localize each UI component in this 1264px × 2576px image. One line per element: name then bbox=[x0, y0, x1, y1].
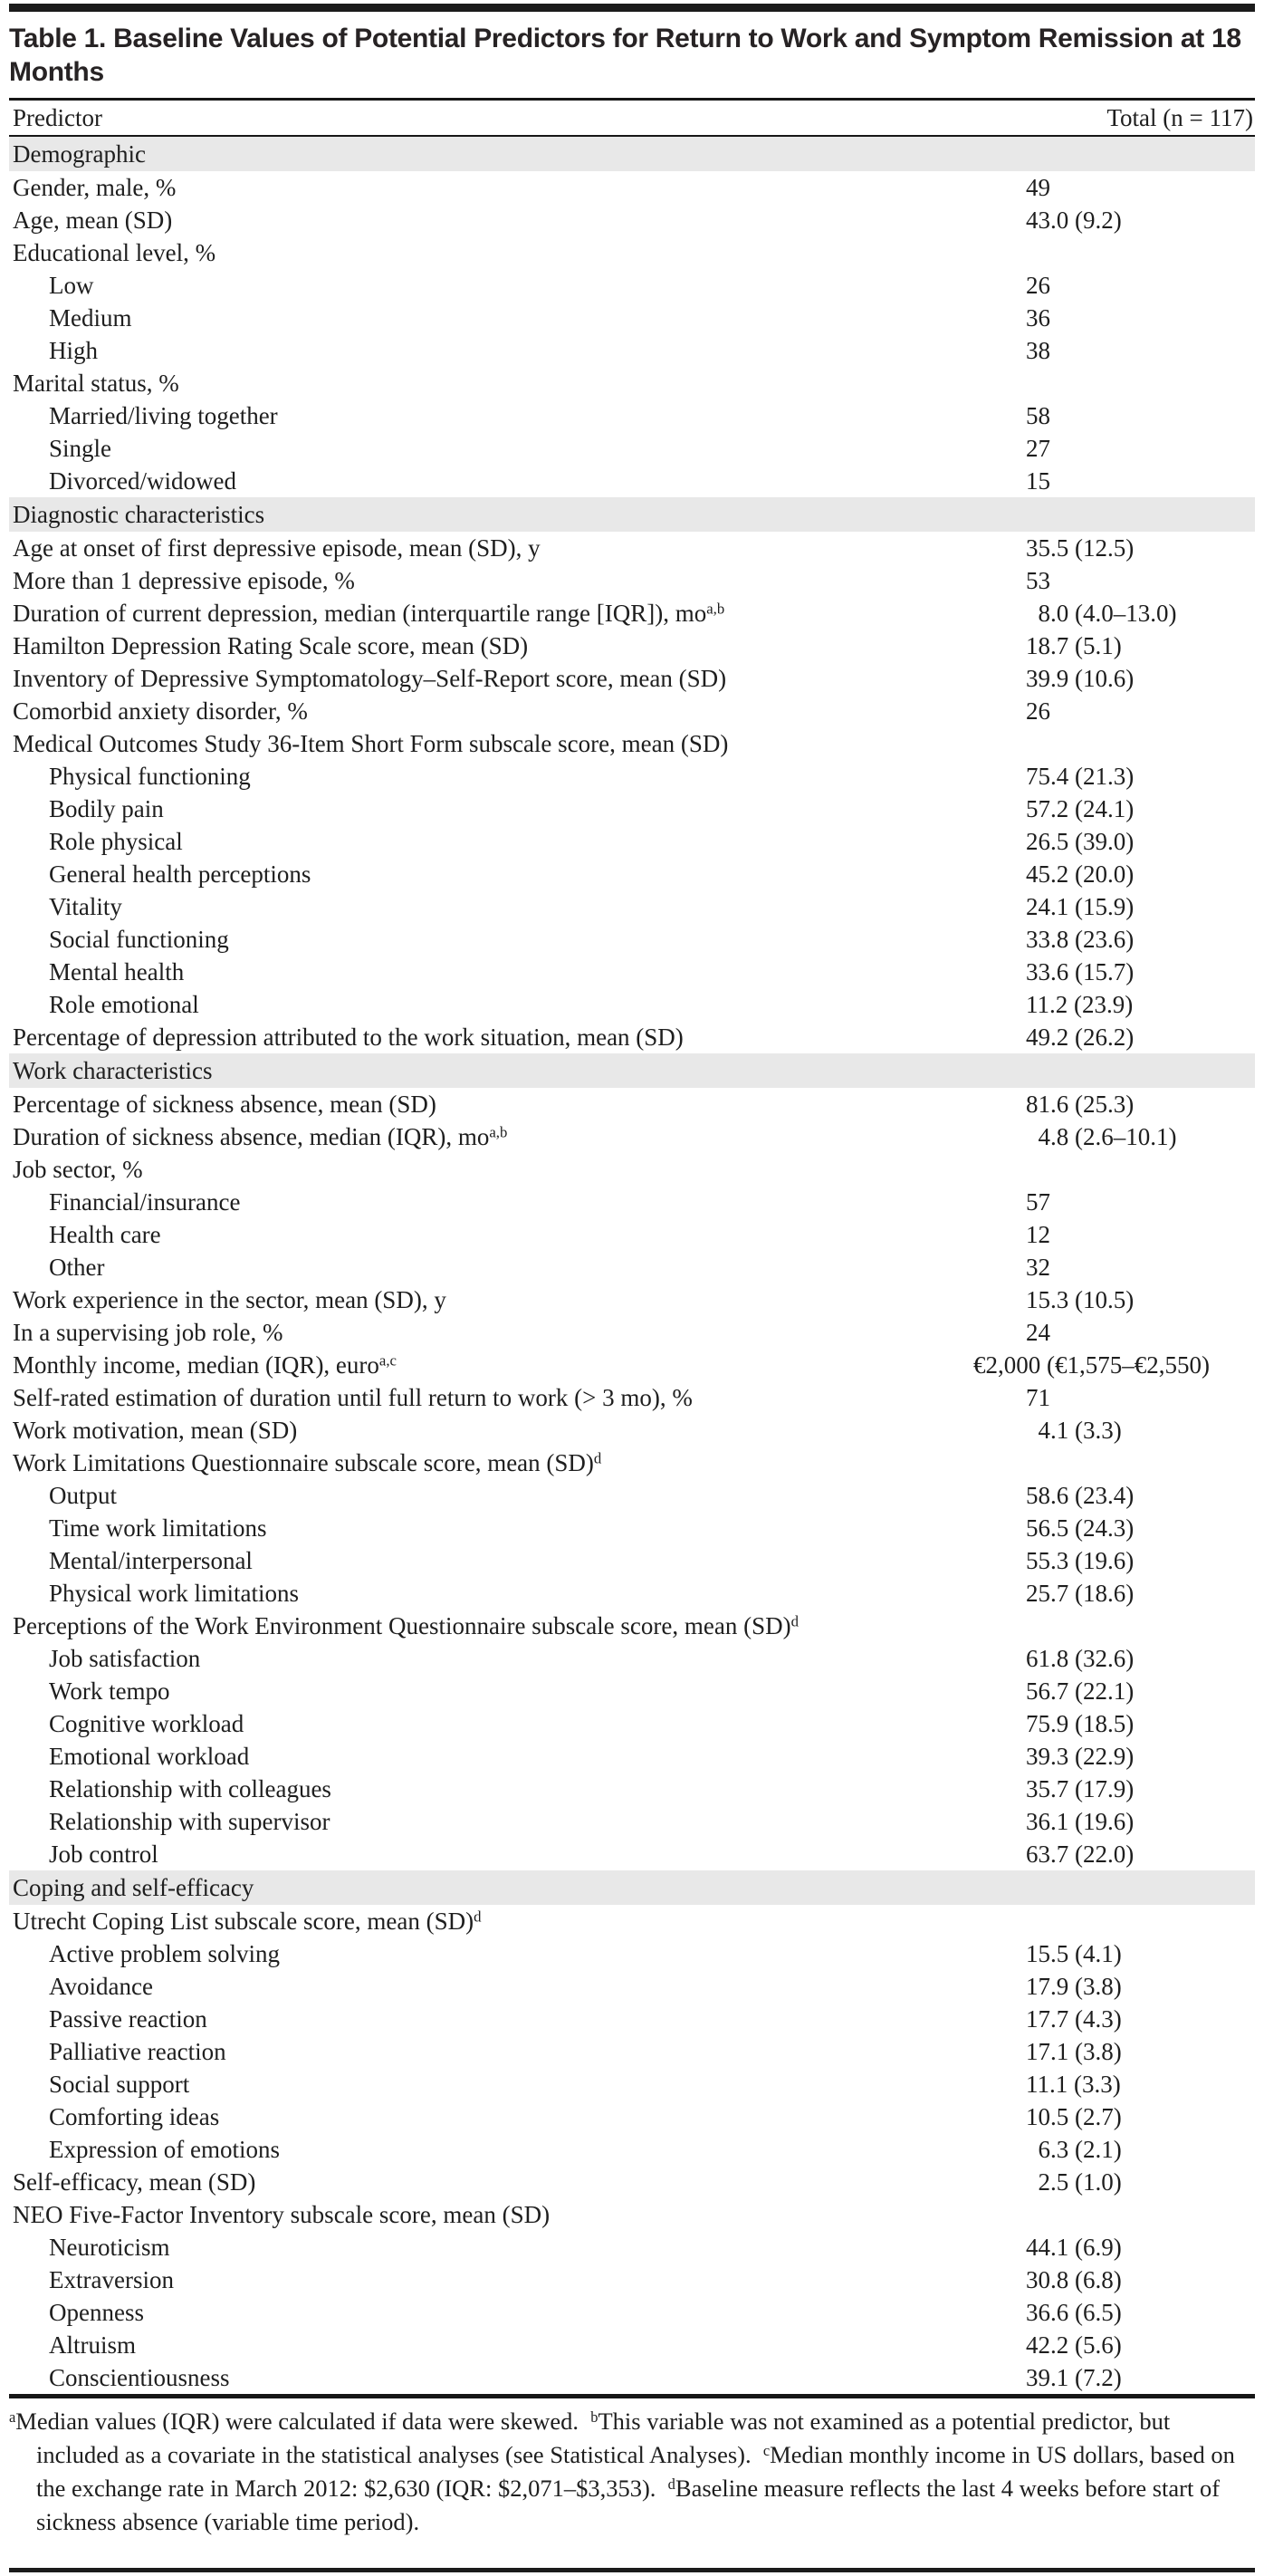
table-row bbox=[9, 597, 1255, 630]
predictor-label: Role physical bbox=[49, 827, 183, 855]
footnote-marker: d bbox=[790, 1612, 799, 1630]
table-row bbox=[9, 302, 1255, 334]
value-cell: 58 bbox=[1026, 401, 1050, 429]
predictor-label: Work motivation, mean (SD) bbox=[13, 1416, 298, 1444]
value-cell: 49.2 (26.2) bbox=[1026, 1023, 1135, 1051]
table-row bbox=[9, 1642, 1255, 1675]
table-row bbox=[9, 2166, 1255, 2198]
footnote-marker: a,c bbox=[378, 1351, 397, 1370]
predictor-label: Hamilton Depression Rating Scale score, mean (SD) bbox=[13, 631, 529, 659]
predictor-label: Monthly income, median (IQR), euro$^{a,c}$ bbox=[13, 1350, 397, 1379]
footnotes-paragraph bbox=[9, 2405, 1255, 2539]
predictor-label: Married/living together bbox=[49, 401, 278, 429]
value-cell: 35.5 (12.5) bbox=[1026, 533, 1135, 562]
predictor-label: Avoidance bbox=[49, 1972, 153, 2000]
predictor-label: Single bbox=[49, 434, 112, 462]
footnotes bbox=[9, 2398, 1255, 2539]
value-cell: 15.3 (10.5) bbox=[1026, 1285, 1135, 1313]
predictor-label: More than 1 depressive episode, % bbox=[13, 566, 355, 594]
section-label: Coping and self-efficacy bbox=[13, 1873, 254, 1901]
predictor-label: Relationship with colleagues bbox=[49, 1774, 331, 1802]
table-row bbox=[9, 1447, 1255, 1479]
table-row bbox=[9, 630, 1255, 662]
value-cell: 8.0 (4.0–13.0) bbox=[1026, 599, 1177, 627]
footnote-marker: d bbox=[474, 1908, 482, 1926]
value-cell: 33.6 (15.7) bbox=[1026, 957, 1135, 985]
value-cell: 71 bbox=[1026, 1383, 1050, 1411]
footnote: $^b$This variable was not examined as a potential predictor, but included as a covariate in the statistical analyses (see Statistical Analyses). bbox=[36, 2408, 1171, 2468]
value-cell: 26 bbox=[1026, 697, 1050, 725]
predictor-label: Conscientiousness bbox=[49, 2363, 230, 2391]
value-cell: 53 bbox=[1026, 566, 1050, 594]
value-cell: 11.2 (23.9) bbox=[1026, 990, 1134, 1018]
table-row bbox=[9, 564, 1255, 597]
footnote: $^c$Median monthly income in US dollars, based on the exchange rate in March 2012: $2,630 (IQR: $2,071–$3,353). bbox=[36, 2441, 1235, 2502]
value-cell: 11.1 (3.3) bbox=[1026, 2070, 1121, 2098]
table-row bbox=[9, 1120, 1255, 1153]
footnote-marker: d bbox=[667, 2475, 675, 2493]
table-header-row bbox=[9, 101, 1255, 137]
table-row bbox=[9, 2133, 1255, 2166]
predictor-label: Work Limitations Questionnaire subscale score, mean (SD)$^d$ bbox=[13, 1448, 602, 1476]
predictor-label: Relationship with supervisor bbox=[49, 1807, 330, 1835]
predictor-label: Altruism bbox=[49, 2331, 137, 2359]
value-cell: 36 bbox=[1026, 303, 1050, 332]
value-cell: 4.1 (3.3) bbox=[1026, 1416, 1122, 1444]
table-row bbox=[9, 923, 1255, 956]
predictor-label: Palliative reaction bbox=[49, 2037, 226, 2065]
predictor-label: Mental/interpersonal bbox=[49, 1546, 253, 1574]
value-cell: 63.7 (22.0) bbox=[1026, 1840, 1135, 1868]
table-row bbox=[9, 1186, 1255, 1218]
section-header-row bbox=[9, 1053, 1255, 1088]
predictor-label: Mental health bbox=[49, 957, 185, 985]
top-rule bbox=[9, 4, 1255, 12]
table-row bbox=[9, 1349, 1255, 1381]
table-row bbox=[9, 432, 1255, 465]
predictor-label: Comforting ideas bbox=[49, 2102, 220, 2130]
value-cell: 44.1 (6.9) bbox=[1026, 2233, 1122, 2261]
table-row bbox=[9, 2003, 1255, 2035]
value-cell: 15.5 (4.1) bbox=[1026, 1939, 1122, 1967]
value-cell: 42.2 (5.6) bbox=[1026, 2331, 1122, 2359]
table-row bbox=[9, 1414, 1255, 1447]
value-cell: 17.7 (4.3) bbox=[1026, 2004, 1122, 2033]
value-cell: 39.3 (22.9) bbox=[1026, 1742, 1135, 1770]
predictor-label: General health perceptions bbox=[49, 860, 311, 888]
footnote-marker: a,b bbox=[489, 1123, 508, 1141]
predictor-label: Job sector, % bbox=[13, 1155, 143, 1183]
predictor-label: Financial/insurance bbox=[49, 1187, 241, 1216]
value-cell: 56.5 (24.3) bbox=[1026, 1514, 1135, 1542]
predictor-label: Physical functioning bbox=[49, 762, 251, 790]
table-row bbox=[9, 1905, 1255, 1937]
predictor-label: Active problem solving bbox=[49, 1939, 280, 1967]
table-row bbox=[9, 171, 1255, 204]
footnote-marker: d bbox=[593, 1449, 602, 1467]
value-cell: 17.1 (3.8) bbox=[1026, 2037, 1122, 2065]
table-row bbox=[9, 1153, 1255, 1186]
predictor-label: Age at onset of first depressive episode, mean (SD), y bbox=[13, 533, 541, 562]
predictor-label: Job satisfaction bbox=[49, 1644, 201, 1672]
table-row bbox=[9, 2231, 1255, 2264]
table-row bbox=[9, 334, 1255, 367]
table-row bbox=[9, 1838, 1255, 1870]
value-cell: 32 bbox=[1026, 1253, 1050, 1281]
table-row bbox=[9, 2100, 1255, 2133]
predictor-label: Passive reaction bbox=[49, 2004, 207, 2033]
table-row bbox=[9, 399, 1255, 432]
footnote-marker: a bbox=[9, 2408, 16, 2426]
predictor-label: Work experience in the sector, mean (SD), y bbox=[13, 1285, 446, 1313]
table-row bbox=[9, 662, 1255, 695]
table-row bbox=[9, 1675, 1255, 1707]
predictor-label: High bbox=[49, 336, 98, 364]
table-row bbox=[9, 236, 1255, 269]
predictor-label: Work tempo bbox=[49, 1677, 170, 1705]
value-cell: 26.5 (39.0) bbox=[1026, 827, 1135, 855]
value-cell: 10.5 (2.7) bbox=[1026, 2102, 1122, 2130]
table-row bbox=[9, 2264, 1255, 2296]
table-row bbox=[9, 269, 1255, 302]
predictor-label: Social support bbox=[49, 2070, 190, 2098]
predictor-label: Expression of emotions bbox=[49, 2135, 280, 2163]
table-row bbox=[9, 727, 1255, 760]
value-cell: 18.7 (5.1) bbox=[1026, 631, 1122, 659]
value-cell: 24.1 (15.9) bbox=[1026, 892, 1135, 920]
predictor-label: Time work limitations bbox=[49, 1514, 267, 1542]
predictor-label: Gender, male, % bbox=[13, 173, 177, 201]
predictor-label: Role emotional bbox=[49, 990, 199, 1018]
section-header-row bbox=[9, 137, 1255, 171]
table-row bbox=[9, 2035, 1255, 2068]
value-cell: 61.8 (32.6) bbox=[1026, 1644, 1135, 1672]
section-label: Demographic bbox=[13, 139, 146, 168]
footnote: $^d$Baseline measure reflects the last 4 weeks before start of sickness absence (variable time period). bbox=[36, 2475, 1221, 2535]
table-row bbox=[9, 204, 1255, 236]
value-cell: 75.9 (18.5) bbox=[1026, 1709, 1135, 1737]
predictor-label: Comorbid anxiety disorder, % bbox=[13, 697, 308, 725]
table-row bbox=[9, 1283, 1255, 1316]
value-cell: 33.8 (23.6) bbox=[1026, 925, 1135, 953]
table-row bbox=[9, 1610, 1255, 1642]
table-row bbox=[9, 825, 1255, 858]
predictor-label: NEO Five-Factor Inventory subscale score, mean (SD) bbox=[13, 2200, 551, 2228]
predictor-label: Cognitive workload bbox=[49, 1709, 244, 1737]
bottom-rule bbox=[9, 2568, 1255, 2572]
value-cell: 25.7 (18.6) bbox=[1026, 1579, 1135, 1607]
table-row bbox=[9, 1544, 1255, 1577]
table-body bbox=[9, 137, 1255, 2394]
value-cell: 36.1 (19.6) bbox=[1026, 1807, 1135, 1835]
value-cell: 26 bbox=[1026, 271, 1050, 299]
table-row bbox=[9, 1937, 1255, 1970]
table-row bbox=[9, 2068, 1255, 2100]
value-cell: 43.0 (9.2) bbox=[1026, 206, 1122, 234]
predictor-label: Educational level, % bbox=[13, 238, 216, 266]
predictor-label: Marital status, % bbox=[13, 369, 179, 397]
footnote-marker: c bbox=[762, 2441, 771, 2459]
table-row bbox=[9, 532, 1255, 564]
value-cell: 58.6 (23.4) bbox=[1026, 1481, 1135, 1509]
value-cell: 17.9 (3.8) bbox=[1026, 1972, 1122, 2000]
table-row bbox=[9, 2329, 1255, 2361]
footnote: $^a$Median values (IQR) were calculated if data were skewed. bbox=[9, 2408, 579, 2435]
predictor-label: Self-efficacy, mean (SD) bbox=[13, 2167, 256, 2196]
predictor-label: Medium bbox=[49, 303, 132, 332]
table-row bbox=[9, 1805, 1255, 1838]
value-cell: 2.5 (1.0) bbox=[1026, 2167, 1122, 2196]
table-row bbox=[9, 1088, 1255, 1120]
table-row bbox=[9, 1512, 1255, 1544]
value-cell: 49 bbox=[1026, 173, 1050, 201]
table-row bbox=[9, 465, 1255, 497]
section-label: Work characteristics bbox=[13, 1056, 213, 1084]
value-cell: 36.6 (6.5) bbox=[1026, 2298, 1122, 2326]
predictor-label: Age, mean (SD) bbox=[13, 206, 173, 234]
table-row bbox=[9, 1381, 1255, 1414]
table-row bbox=[9, 2296, 1255, 2329]
column-header-total: Total (n = 117) bbox=[1106, 103, 1253, 131]
predictor-label: Percentage of sickness absence, mean (SD) bbox=[13, 1090, 436, 1118]
predictor-label: Perceptions of the Work Environment Questionnaire subscale score, mean (SD)$^d$ bbox=[13, 1611, 799, 1639]
table-title: Table 1. Baseline Values of Potential Predictors for Return to Work and Symptom Remission at 18 Months bbox=[9, 24, 1241, 87]
predictor-label: Duration of sickness absence, median (IQR), mo$^{a,b}$ bbox=[13, 1122, 508, 1150]
predictor-label: Divorced/widowed bbox=[49, 466, 236, 495]
value-cell: 75.4 (21.3) bbox=[1026, 762, 1135, 790]
section-header-row bbox=[9, 1870, 1255, 1905]
value-cell: 4.8 (2.6–10.1) bbox=[1026, 1122, 1177, 1150]
table-row bbox=[9, 2198, 1255, 2231]
value-cell: 27 bbox=[1026, 434, 1050, 462]
predictor-label: Social functioning bbox=[49, 925, 229, 953]
value-cell: €2,000 (€1,575–€2,550) bbox=[973, 1350, 1210, 1379]
table-row bbox=[9, 956, 1255, 988]
predictor-label: Duration of current depression, median (interquartile range [IQR]), mo$^{a,b}$ bbox=[13, 599, 725, 627]
section-header-row bbox=[9, 497, 1255, 532]
table-row bbox=[9, 1021, 1255, 1053]
table-row bbox=[9, 793, 1255, 825]
footnote-marker: a,b bbox=[706, 600, 725, 618]
table-row bbox=[9, 1251, 1255, 1283]
value-cell: 30.8 (6.8) bbox=[1026, 2265, 1122, 2293]
value-cell: 56.7 (22.1) bbox=[1026, 1677, 1135, 1705]
value-cell: 39.9 (10.6) bbox=[1026, 664, 1135, 692]
table-row bbox=[9, 1316, 1255, 1349]
table-row bbox=[9, 1479, 1255, 1512]
predictor-label: In a supervising job role, % bbox=[13, 1318, 283, 1346]
value-cell: 15 bbox=[1026, 466, 1050, 495]
value-cell: 35.7 (17.9) bbox=[1026, 1774, 1135, 1802]
value-cell: 6.3 (2.1) bbox=[1026, 2135, 1122, 2163]
table bbox=[9, 98, 1255, 2398]
predictor-label: Vitality bbox=[49, 892, 122, 920]
predictor-label: Extraversion bbox=[49, 2265, 174, 2293]
table-row bbox=[9, 1970, 1255, 2003]
predictor-label: Low bbox=[49, 271, 94, 299]
predictor-label: Utrecht Coping List subscale score, mean (SD)$^d$ bbox=[13, 1907, 482, 1935]
predictor-label: Neuroticism bbox=[49, 2233, 170, 2261]
predictor-label: Inventory of Depressive Symptomatology–Self-Report score, mean (SD) bbox=[13, 664, 727, 692]
section-label: Diagnostic characteristics bbox=[13, 500, 265, 528]
table-row bbox=[9, 2361, 1255, 2394]
table-row bbox=[9, 367, 1255, 399]
predictor-label: Openness bbox=[49, 2298, 144, 2326]
table-row bbox=[9, 1740, 1255, 1773]
value-cell: 38 bbox=[1026, 336, 1050, 364]
value-cell: 12 bbox=[1026, 1220, 1050, 1248]
predictor-label: Medical Outcomes Study 36-Item Short Form subscale score, mean (SD) bbox=[13, 729, 729, 757]
value-cell: 45.2 (20.0) bbox=[1026, 860, 1135, 888]
predictor-label: Output bbox=[49, 1481, 118, 1509]
predictor-label: Job control bbox=[49, 1840, 158, 1868]
footnote-marker: b bbox=[590, 2408, 598, 2426]
table-row bbox=[9, 1218, 1255, 1251]
predictor-label: Self-rated estimation of duration until full return to work (> 3 mo), % bbox=[13, 1383, 693, 1411]
table-row bbox=[9, 1773, 1255, 1805]
value-cell: 24 bbox=[1026, 1318, 1050, 1346]
value-cell: 39.1 (7.2) bbox=[1026, 2363, 1122, 2391]
table-row bbox=[9, 1577, 1255, 1610]
table-row bbox=[9, 1707, 1255, 1740]
value-cell: 57.2 (24.1) bbox=[1026, 794, 1135, 822]
column-header-predictor: Predictor bbox=[13, 103, 102, 131]
value-cell: 55.3 (19.6) bbox=[1026, 1546, 1135, 1574]
predictor-label: Other bbox=[49, 1253, 105, 1281]
value-cell: 81.6 (25.3) bbox=[1026, 1090, 1135, 1118]
table-row bbox=[9, 695, 1255, 727]
table-row bbox=[9, 988, 1255, 1021]
predictor-label: Bodily pain bbox=[49, 794, 164, 822]
predictor-label: Percentage of depression attributed to the work situation, mean (SD) bbox=[13, 1023, 684, 1051]
predictor-label: Physical work limitations bbox=[49, 1579, 299, 1607]
table-row bbox=[9, 858, 1255, 890]
table-row bbox=[9, 760, 1255, 793]
predictor-label: Emotional workload bbox=[49, 1742, 250, 1770]
table-row bbox=[9, 890, 1255, 923]
predictor-label: Health care bbox=[49, 1220, 161, 1248]
value-cell: 57 bbox=[1026, 1187, 1050, 1216]
